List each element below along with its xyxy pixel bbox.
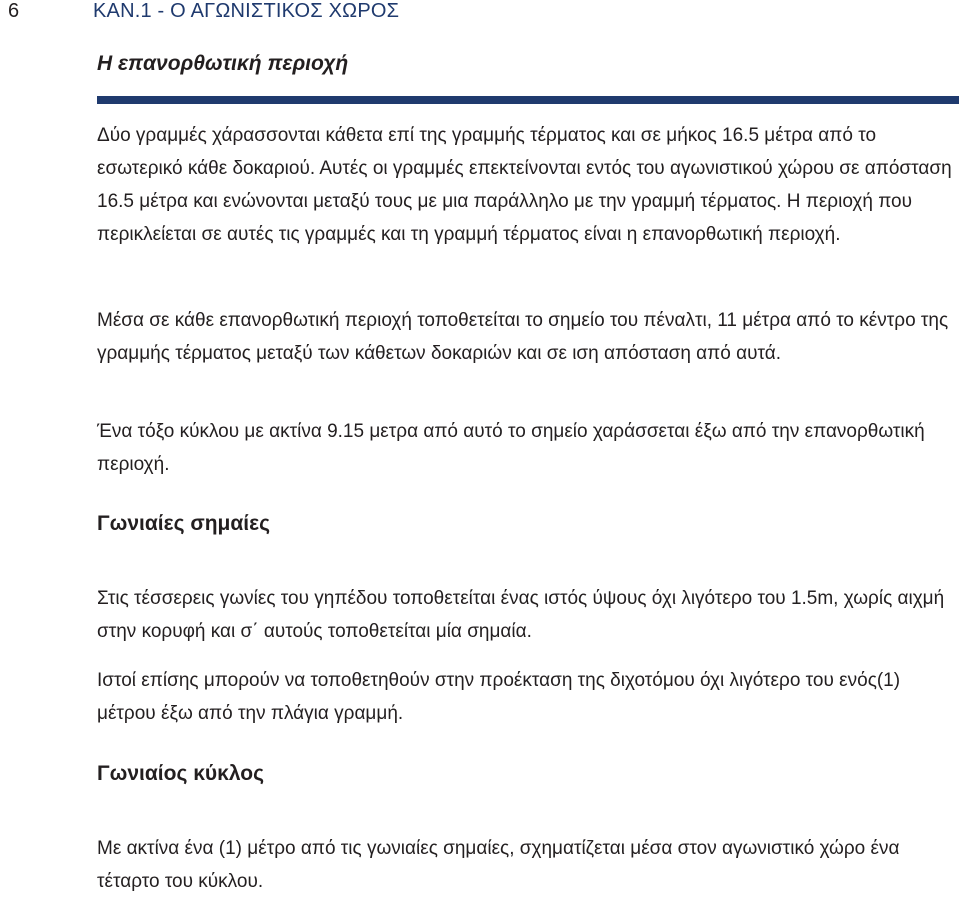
section-heading-corner-arc: Γωνιαίος κύκλος (97, 762, 265, 785)
page-number: 6 (8, 0, 20, 22)
chapter-title: ΚΑΝ.1 - Ο ΑΓΩΝΙΣΤΙΚΟΣ ΧΩΡΟΣ (93, 0, 400, 22)
paragraph-penalty-arc: Ένα τόξο κύκλου με ακτίνα 9.15 μετρα από αυτό το σημείο χαράσσεται έξω από την επανορθωτική περιοχή. (97, 421, 925, 475)
heading-rule (97, 96, 959, 104)
paragraph-penalty-area-lines: Δύο γραμμές χάρασσονται κάθετα επί της γραμμής τέρματος και σε μήκος 16.5 μέτρα από το εσωτερικό κάθε δοκαριού. Αυτές οι γραμμές επεκτείνονται εντός του αγωνιστικού χώρου σε απόσταση 16.5 μέτρα και ενώνονται μεταξύ τους με μια παράλληλο με την γραμμή τέρματος. Η περιοχή που περικλείεται σε αυτές τις γραμμές και τη γραμμή τέρματος είναι η επανορθωτική περιοχή. (97, 125, 952, 245)
paragraph-corner-flagposts: Στις τέσσερεις γωνίες του γηπέδου τοποθετείται ένας ιστός ύψους όχι λιγότερο του 1.5m, χωρίς αιχμή στην κορυφή και σ΄ αυτούς τοποθετείται μία σημαία. (97, 588, 945, 642)
section-heading-corner-flags: Γωνιαίες σημαίες (97, 512, 271, 535)
paragraph-optional-flagposts: Ιστοί επίσης μπορούν να τοποθετηθούν στην προέκταση της διχοτόμου όχι λιγότερο του ενός(1) μέτρου έξω από την πλάγια γραμμή. (97, 670, 901, 724)
paragraph-corner-arc: Με ακτίνα ένα (1) μέτρο από τις γωνιαίες σημαίες, σχηματίζεται μέσα στον αγωνιστικό χώρο ένα τέταρτο του κύκλου. (97, 838, 900, 892)
paragraph-penalty-mark: Μέσα σε κάθε επανορθωτική περιοχή τοποθετείται το σημείο του πέναλτι, 11 μέτρα από το κέντρο της γραμμής τέρματος μεταξύ των κάθετων δοκαριών και σε ιση απόσταση από αυτά. (97, 310, 949, 364)
section-heading-penalty-area: Η επανορθωτική περιοχή (97, 52, 349, 75)
